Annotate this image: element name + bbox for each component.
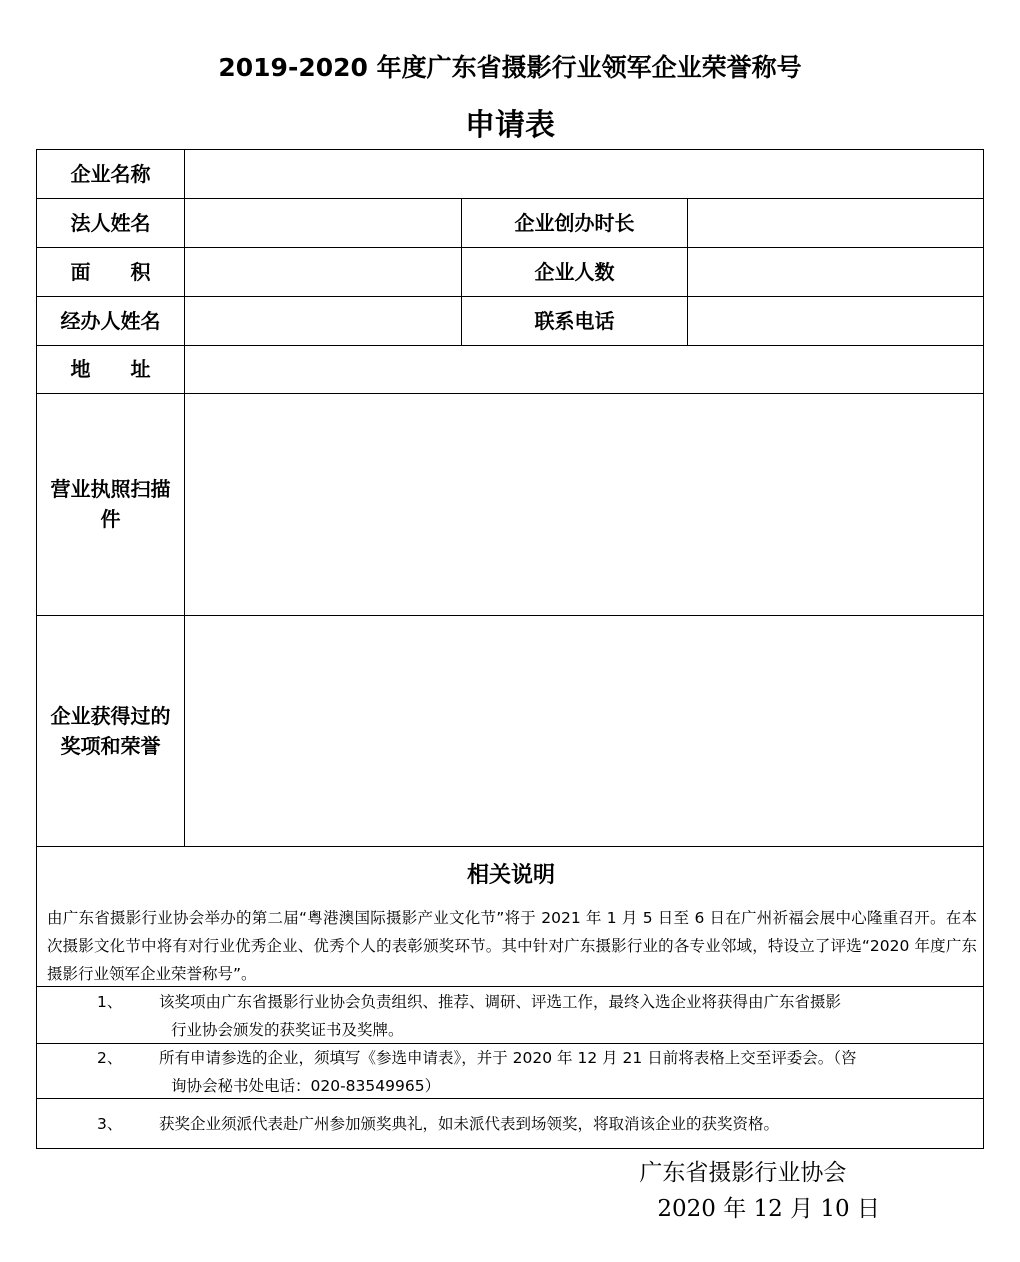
founding-duration-label: 企业创办时长 (514, 210, 635, 235)
notes-intro: 由广东省摄影行业协会举办的第二届“粤港澳国际摄影产业文化节”将于 2021 年 1 月 5 日至 6 日在广州祈福会展中心隆重召开。在本次摄影文化节中将有对行业优秀企业、优秀个人的表彰颁奖环节。其中针对广东摄影行业的各专业邻域，特设立了评选“2020 年度广东摄影行业领军企业荣誉称号”。 (47, 909, 977, 983)
handler-name-field[interactable] (185, 296, 461, 345)
signature-block (639, 1155, 880, 1227)
application-form-table (36, 149, 984, 1149)
note-text: 该奖项由广东省摄影行业协会负责组织、推荐、调研、评选工作，最终入选企业将获得由广东省摄影 (159, 993, 842, 1011)
license-scan-label: 营业执照扫描件 (50, 477, 171, 531)
note-text: 询协会秘书处电话：020-83549965） (171, 1077, 441, 1095)
handler-name-label: 经办人姓名 (60, 308, 161, 333)
notes-title: 相关说明 (466, 863, 555, 888)
issuing-organization: 广东省摄影行业协会 (639, 1160, 847, 1186)
legal-person-field[interactable] (185, 198, 461, 247)
area-label: 面 积 (70, 259, 151, 284)
founding-duration-field[interactable] (688, 198, 983, 247)
note-text: 所有申请参选的企业，须填写《参选申请表》，并于 2020 年 12 月 21 日前将表格上交至评委会。（咨 (159, 1049, 857, 1067)
awards-label: 企业获得过的奖项和荣誉 (50, 703, 171, 758)
note-number: 3、 (97, 1115, 123, 1133)
note-text: 获奖企业须派代表赴广州参加颁奖典礼，如未派代表到场领奖，将取消该企业的获奖资格。 (159, 1115, 780, 1133)
area-field[interactable] (185, 247, 461, 296)
phone-label: 联系电话 (534, 308, 615, 333)
awards-field[interactable] (185, 615, 983, 846)
row-divider (37, 846, 983, 847)
staff-count-field[interactable] (688, 247, 983, 296)
company-name-label: 企业名称 (70, 162, 151, 186)
address-label: 地 址 (70, 357, 151, 381)
form-subtitle: 申请表 (465, 108, 555, 143)
issue-date: 2020 年 12 月 10 日 (657, 1196, 880, 1222)
form-title: 2019-2020 年度广东省摄影行业领军企业荣誉称号 (218, 53, 802, 82)
legal-person-label: 法人姓名 (70, 210, 151, 235)
staff-count-label: 企业人数 (534, 259, 615, 284)
company-name-field[interactable] (185, 150, 983, 198)
address-field[interactable] (185, 345, 983, 393)
license-scan-upload-area[interactable] (185, 393, 983, 615)
note-number: 1、 (97, 993, 123, 1011)
phone-field[interactable] (688, 296, 983, 345)
note-text: 行业协会颁发的获奖证书及奖牌。 (171, 1021, 404, 1039)
note-number: 2、 (97, 1049, 123, 1067)
